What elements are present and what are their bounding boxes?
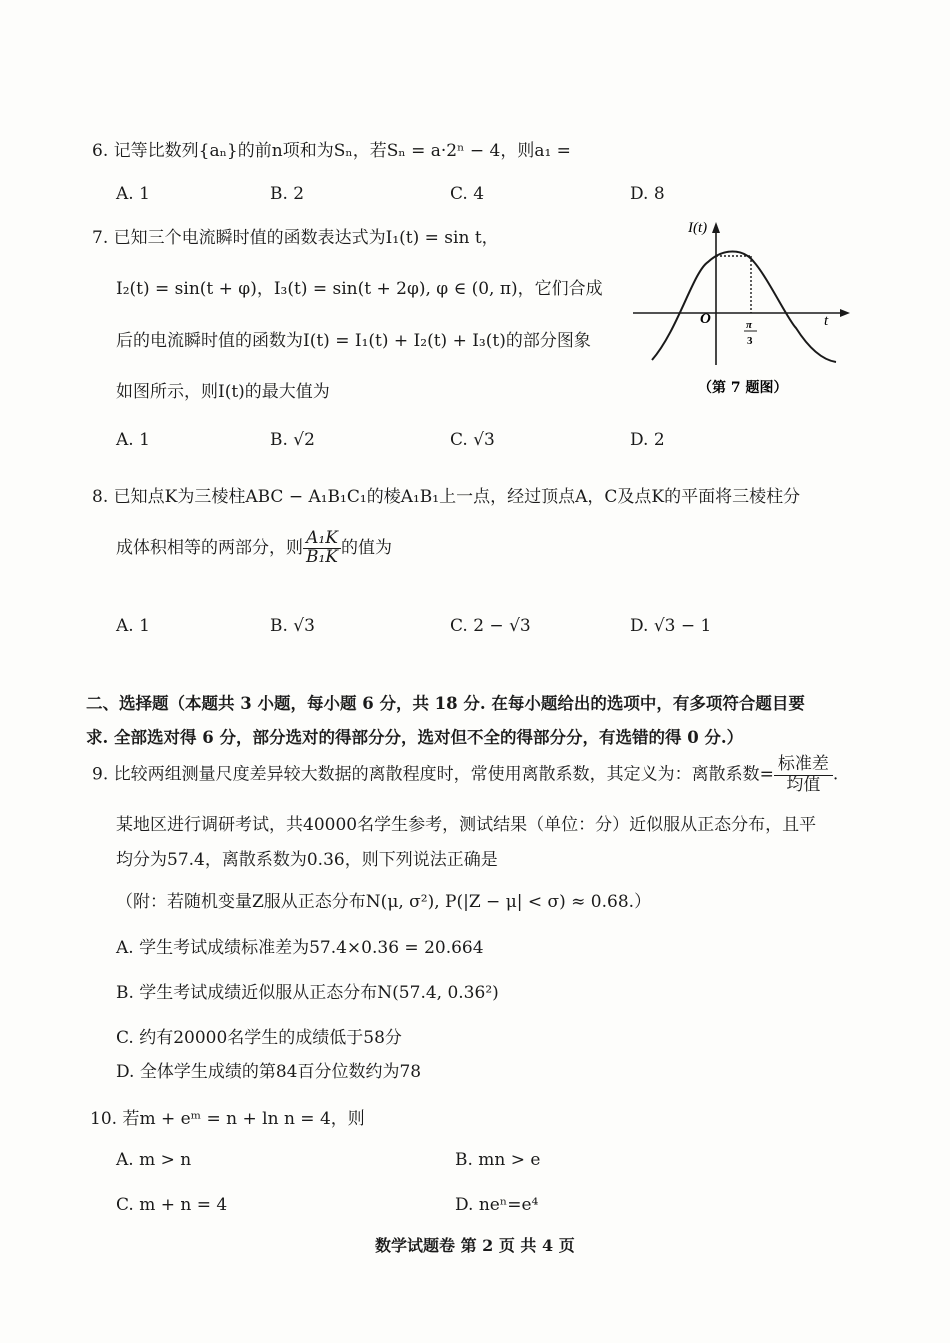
question-7-line-3: 后的电流瞬时值的函数为I(t) = I₁(t) + I₂(t) + I₃(t)的部分图象 — [116, 331, 591, 351]
q8-ratio-numerator: A₁K — [303, 530, 341, 549]
q10-option-b: B. mn > e — [455, 1150, 541, 1170]
q7-option-a: A. 1 — [116, 430, 150, 450]
q8-option-b: B. √3 — [270, 616, 315, 636]
question-9-note: （附：若随机变量Z服从正态分布N(μ, σ²), P(|Z − μ| < σ) ≈ 0.68.） — [116, 892, 652, 912]
q8-line-2-suffix: 的值为 — [341, 537, 393, 558]
tick-label-denominator: 3 — [747, 335, 753, 347]
question-8-line-1: 8. 已知点K为三棱柱ABC − A₁B₁C₁的棱A₁B₁上一点，经过顶点A，C及点K的平面将三棱柱分 — [92, 487, 801, 507]
q8-option-c: C. 2 − √3 — [450, 616, 531, 636]
q9-fraction-numerator: 标准差 — [774, 755, 833, 776]
i-axis-arrow — [712, 222, 720, 233]
question-10-stem: 10. 若m + eᵐ = n + ln n = 4，则 — [90, 1109, 365, 1129]
q7-option-d: D. 2 — [630, 430, 665, 450]
q8-option-a: A. 1 — [116, 616, 150, 636]
y-axis-label: I(t) — [688, 220, 708, 236]
q8-ratio-denominator: B₁K — [306, 546, 339, 567]
x-axis-label: t — [824, 313, 829, 329]
q9-option-b: B. 学生考试成绩近似服从正态分布N(57.4, 0.36²) — [116, 983, 499, 1003]
origin-label: O — [700, 311, 711, 327]
q6-option-c: C. 4 — [450, 184, 485, 204]
page-footer: 数学试题卷 第 2 页 共 4 页 — [375, 1236, 575, 1255]
tick-label-numerator: π — [746, 319, 753, 331]
section-2-heading-line-1: 二、选择题（本题共 3 小题，每小题 6 分，共 18 分. 在每小题给出的选项中，有多项符合题目要 — [86, 694, 805, 713]
q9-line-1-prefix: 9. 比较两组测量尺度差异较大数据的离散程度时，常使用离散系数，其定义为：离散系数= — [92, 764, 774, 785]
question-7-line-1: 7. 已知三个电流瞬时值的函数表达式为I₁(t) = sin t， — [92, 228, 499, 248]
question-9-line-1 — [92, 755, 838, 795]
section-2-heading-line-2: 求. 全部选对得 6 分，部分选对的得部分分，选对但不全的得部分分，有选错的得 0 分.） — [86, 728, 744, 747]
t-axis-arrow — [840, 309, 850, 317]
q8-line-2-prefix: 成体积相等的两部分，则 — [116, 537, 303, 558]
q10-option-c: C. m + n = 4 — [116, 1195, 228, 1215]
graph-caption: （第 7 题图） — [698, 380, 788, 396]
q9-fraction-denominator: 均值 — [786, 774, 821, 795]
q6-option-a: A. 1 — [116, 184, 150, 204]
q9-option-a: A. 学生考试成绩标准差为57.4×0.36 = 20.664 — [116, 938, 484, 958]
current-curve — [652, 252, 836, 363]
q8-ratio-fraction — [303, 530, 341, 567]
q6-option-d: D. 8 — [630, 184, 665, 204]
q7-option-b: B. √2 — [270, 430, 315, 450]
question-9-line-3: 均分为57.4，离散系数为0.36，则下列说法正确是 — [116, 850, 498, 870]
q10-option-a: A. m > n — [116, 1150, 192, 1170]
question-9-line-2: 某地区进行调研考试，共40000名学生参考，测试结果（单位：分）近似服从正态分布，且平 — [116, 815, 817, 835]
q9-option-c: C. 约有20000名学生的成绩低于58分 — [116, 1028, 402, 1048]
question-6-stem: 6. 记等比数列{aₙ}的前n项和为Sₙ，若Sₙ = a·2ⁿ − 4，则a₁ = — [92, 141, 571, 161]
question-7-line-2: I₂(t) = sin(t + φ)，I₃(t) = sin(t + 2φ), φ ∈ (0, π)，它们合成 — [116, 279, 603, 299]
q9-option-d: D. 全体学生成绩的第84百分位数约为78 — [116, 1062, 422, 1082]
question-8-line-2 — [116, 530, 392, 567]
q9-coefficient-fraction — [774, 755, 833, 795]
q9-line-1-suffix: . — [832, 764, 839, 785]
question-7-graph — [628, 210, 853, 405]
question-7-line-4: 如图所示，则I(t)的最大值为 — [116, 382, 330, 402]
q10-option-d: D. neⁿ=e⁴ — [455, 1195, 539, 1215]
q7-option-c: C. √3 — [450, 430, 495, 450]
q8-option-d: D. √3 − 1 — [630, 616, 712, 636]
q6-option-b: B. 2 — [270, 184, 305, 204]
